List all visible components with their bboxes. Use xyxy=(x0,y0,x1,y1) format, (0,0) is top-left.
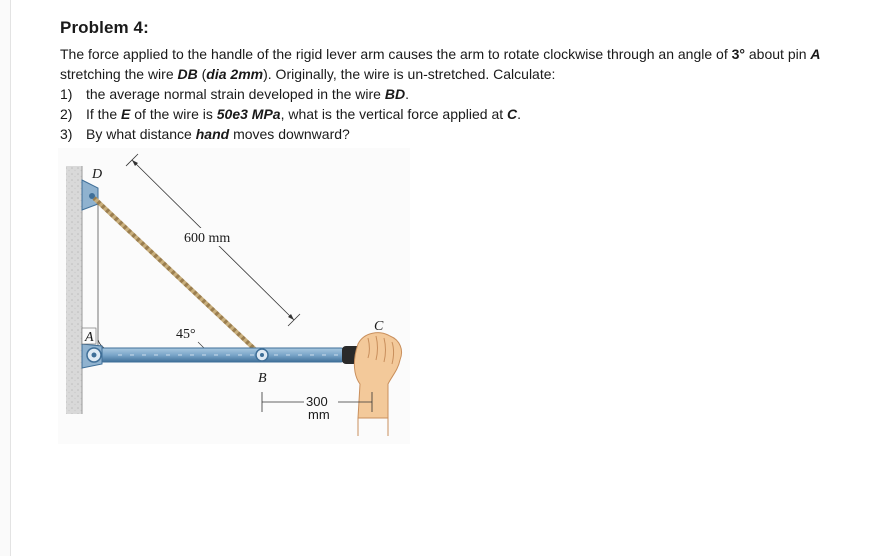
question-text xyxy=(86,104,521,124)
intro-text-5: ). Originally, the wire is un-stretched. Calculate: xyxy=(263,66,556,82)
figure-background xyxy=(58,148,410,444)
page-left-margin xyxy=(0,0,11,556)
question-2-end: . xyxy=(517,106,522,122)
wall xyxy=(66,166,82,414)
question-2-point: C xyxy=(507,106,518,122)
question-2-text-a: If the xyxy=(86,106,122,122)
question-2-text-c: , what is the vertical force applied at xyxy=(280,106,508,122)
intro-text-2: about pin xyxy=(745,46,811,62)
arm-length-value: 300 xyxy=(306,394,328,409)
question-2-modulus-symbol: E xyxy=(121,106,131,122)
question-3-hand: hand xyxy=(195,126,230,142)
question-3 xyxy=(60,124,860,144)
lever-arm-figure xyxy=(58,148,410,444)
intro-text-4: ( xyxy=(197,66,207,82)
question-1 xyxy=(60,84,860,104)
figure-svg xyxy=(58,148,410,444)
question-text xyxy=(86,84,409,104)
question-3-text: By what distance xyxy=(86,126,196,142)
question-number: 1) xyxy=(60,86,73,102)
pin-b xyxy=(260,353,264,357)
question-number: 2) xyxy=(60,106,73,122)
problem-statement xyxy=(60,44,860,84)
wire-length-label: 600 mm xyxy=(184,231,231,246)
question-text xyxy=(86,124,350,144)
intro-text-1: The force applied to the handle of the rigid lever arm causes the arm to rotate clockwise through an angle of xyxy=(60,46,732,62)
problem-page xyxy=(60,18,860,144)
label-b: B xyxy=(258,371,267,386)
label-a: A xyxy=(85,330,94,345)
wire-label: DB xyxy=(177,66,198,82)
question-2-modulus-value: 50e3 MPa xyxy=(216,106,281,122)
label-d: D xyxy=(92,167,103,182)
question-list xyxy=(60,84,860,144)
wire-diameter: dia 2mm xyxy=(206,66,264,82)
question-number: 3) xyxy=(60,126,73,142)
arm-length-unit: mm xyxy=(308,407,330,422)
question-3-end: moves downward? xyxy=(229,126,350,142)
question-2-text-b: of the wire is xyxy=(130,106,217,122)
rotation-angle: 3° xyxy=(731,46,745,62)
angle-label: 45° xyxy=(176,327,196,342)
question-1-wire: BD xyxy=(384,86,406,102)
question-2 xyxy=(60,104,860,124)
intro-text-3: stretching the wire xyxy=(60,66,178,82)
problem-title: Problem 4: xyxy=(60,18,149,37)
pin-label: A xyxy=(810,46,821,62)
pin-a xyxy=(92,353,97,358)
question-1-end: . xyxy=(405,86,409,102)
label-c: C xyxy=(374,319,384,334)
question-1-text: the average normal strain developed in the wire xyxy=(86,86,385,102)
